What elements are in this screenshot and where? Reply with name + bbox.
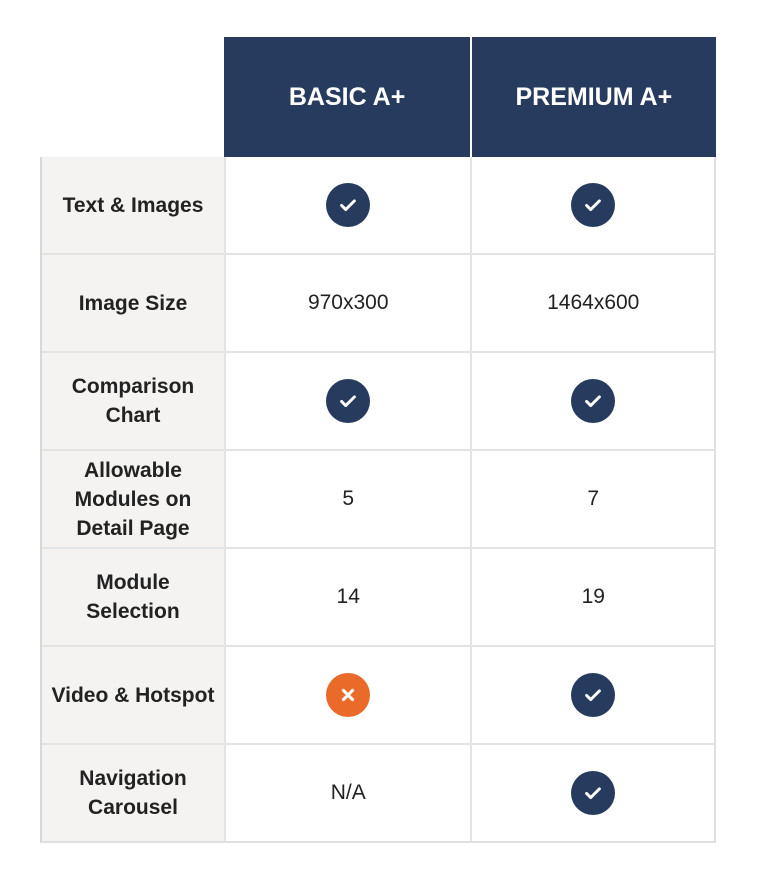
table-row: [42, 253, 714, 351]
basic-cell: N/A: [224, 745, 471, 841]
table-row: [42, 547, 714, 645]
header-basic: BASIC A+: [224, 37, 469, 157]
basic-cell: [224, 647, 471, 743]
table-row: [42, 645, 714, 743]
basic-cell: [224, 353, 471, 449]
check-icon: [571, 771, 615, 815]
row-label: Image Size: [42, 255, 224, 351]
check-icon: [326, 379, 370, 423]
check-icon: [571, 673, 615, 717]
premium-cell: [470, 647, 714, 743]
row-label: Video & Hotspot: [42, 647, 224, 743]
table-row: [42, 449, 714, 547]
check-icon: [326, 183, 370, 227]
header-blank-cell: [40, 37, 224, 157]
basic-cell: 5: [224, 451, 471, 547]
premium-cell: [470, 353, 714, 449]
comparison-table: [40, 37, 716, 843]
table-row: [42, 351, 714, 449]
basic-cell: [224, 157, 471, 253]
premium-cell: [470, 745, 714, 841]
premium-cell: 1464x600: [470, 255, 714, 351]
check-icon: [571, 183, 615, 227]
row-label: Navigation Carousel: [42, 745, 224, 841]
premium-cell: 7: [470, 451, 714, 547]
table-body: [40, 157, 716, 843]
row-label: Allowable Modules on Detail Page: [42, 451, 224, 547]
premium-cell: 19: [470, 549, 714, 645]
table-row: [42, 743, 714, 841]
header-premium: PREMIUM A+: [472, 37, 716, 157]
check-icon: [571, 379, 615, 423]
cross-icon: [326, 673, 370, 717]
premium-cell: [470, 157, 714, 253]
row-label: Module Selection: [42, 549, 224, 645]
row-label: Comparison Chart: [42, 353, 224, 449]
basic-cell: 14: [224, 549, 471, 645]
row-label: Text & Images: [42, 157, 224, 253]
basic-cell: 970x300: [224, 255, 471, 351]
table-row: [42, 157, 714, 253]
table-header: [40, 37, 716, 157]
